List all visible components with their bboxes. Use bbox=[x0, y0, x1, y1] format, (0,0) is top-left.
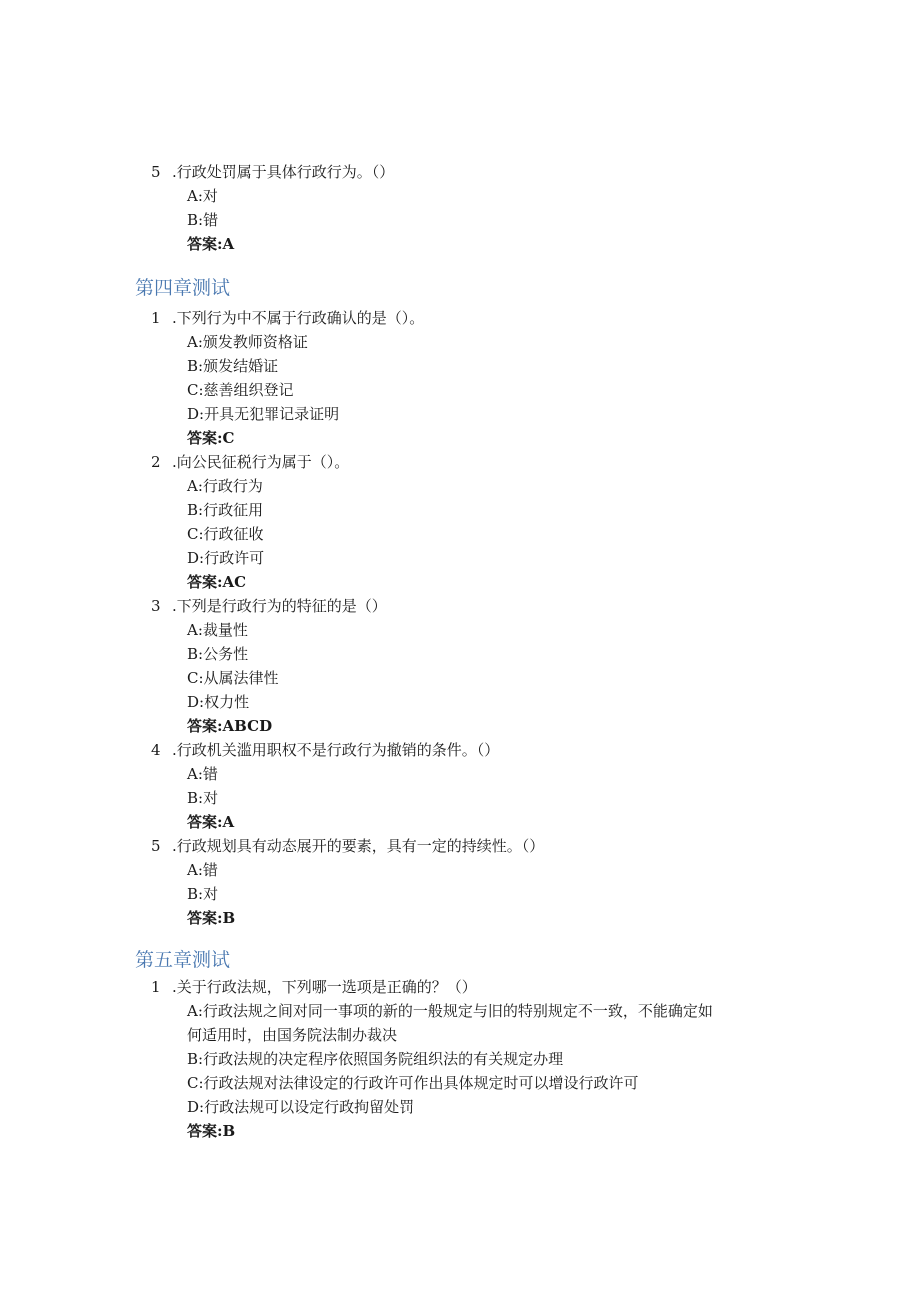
option-a-line-2: 何适用时，由国务院法制办裁决 bbox=[187, 1026, 398, 1044]
question-text: .行政机关滥用职权不是行政行为撤销的条件。（） bbox=[172, 741, 500, 759]
answer: 答案:ABCD bbox=[187, 717, 273, 735]
question-item bbox=[0, 450, 920, 474]
option-d: D:行政法规可以设定行政拘留处罚 bbox=[187, 1098, 415, 1116]
option-a-line-1: A:行政法规之间对同一事项的新的一般规定与旧的特别规定不一致，不能确定如 bbox=[187, 1002, 713, 1020]
option-a: A:颁发教师资格证 bbox=[187, 333, 308, 351]
chapter-4-heading: 第四章测试 bbox=[135, 277, 231, 299]
option-b: B:对 bbox=[187, 885, 219, 903]
option-b: B:行政征用 bbox=[187, 501, 264, 519]
option-d: D:权力性 bbox=[187, 693, 250, 711]
answer: 答案:B bbox=[187, 909, 236, 927]
question-item bbox=[0, 306, 920, 330]
question-item bbox=[0, 738, 920, 762]
option-b: B:公务性 bbox=[187, 645, 249, 663]
question-text: .下列是行政行为的特征的是（） bbox=[172, 597, 387, 615]
question-number: 5 bbox=[151, 837, 161, 855]
question-item bbox=[0, 834, 920, 858]
chapter-5-questions bbox=[0, 975, 920, 1143]
chapter-5-heading: 第五章测试 bbox=[135, 949, 231, 971]
option-b: B:对 bbox=[187, 789, 219, 807]
option-c: C:行政法规对法律设定的行政许可作出具体规定时可以增设行政许可 bbox=[187, 1074, 639, 1092]
answer: 答案:B bbox=[187, 1122, 236, 1140]
prev-section bbox=[0, 160, 920, 256]
answer: 答案:C bbox=[187, 429, 235, 447]
option-a: A:行政行为 bbox=[187, 477, 263, 495]
question-number: 1 bbox=[151, 309, 161, 327]
answer: 答案:AC bbox=[187, 573, 247, 591]
answer: 答案:A bbox=[187, 813, 235, 831]
option-b: B:行政法规的决定程序依照国务院组织法的有关规定办理 bbox=[187, 1050, 564, 1068]
question-number: 4 bbox=[151, 741, 161, 759]
option-c: C:行政征收 bbox=[187, 525, 264, 543]
option-a: A:错 bbox=[187, 765, 218, 783]
question-text: .关于行政法规，下列哪一选项是正确的？（） bbox=[172, 978, 477, 996]
question-text: .行政规划具有动态展开的要素，具有一定的持续性。（） bbox=[172, 837, 545, 855]
question-number: 2 bbox=[151, 453, 161, 471]
question-text: .向公民征税行为属于（）。 bbox=[172, 453, 350, 471]
option-c: C:慈善组织登记 bbox=[187, 381, 294, 399]
option-d: D:行政许可 bbox=[187, 549, 265, 567]
question-text: .下列行为中不属于行政确认的是（）。 bbox=[172, 309, 425, 327]
question-number: 5 bbox=[151, 163, 161, 181]
question-item bbox=[0, 160, 920, 184]
question-item bbox=[0, 594, 920, 618]
option-b: B:颁发结婚证 bbox=[187, 357, 279, 375]
option-c: C:从属法律性 bbox=[187, 669, 279, 687]
question-number: 3 bbox=[151, 597, 161, 615]
option-a: A:对 bbox=[187, 187, 218, 205]
option-a: A:裁量性 bbox=[187, 621, 248, 639]
question-number: 1 bbox=[151, 978, 161, 996]
chapter-4-questions bbox=[0, 306, 920, 930]
option-d: D:开具无犯罪记录证明 bbox=[187, 405, 340, 423]
option-b: B:错 bbox=[187, 211, 219, 229]
option-a: A:错 bbox=[187, 861, 218, 879]
question-item bbox=[0, 975, 920, 999]
answer: 答案:A bbox=[187, 235, 235, 253]
question-text: .行政处罚属于具体行政行为。（） bbox=[172, 163, 395, 181]
